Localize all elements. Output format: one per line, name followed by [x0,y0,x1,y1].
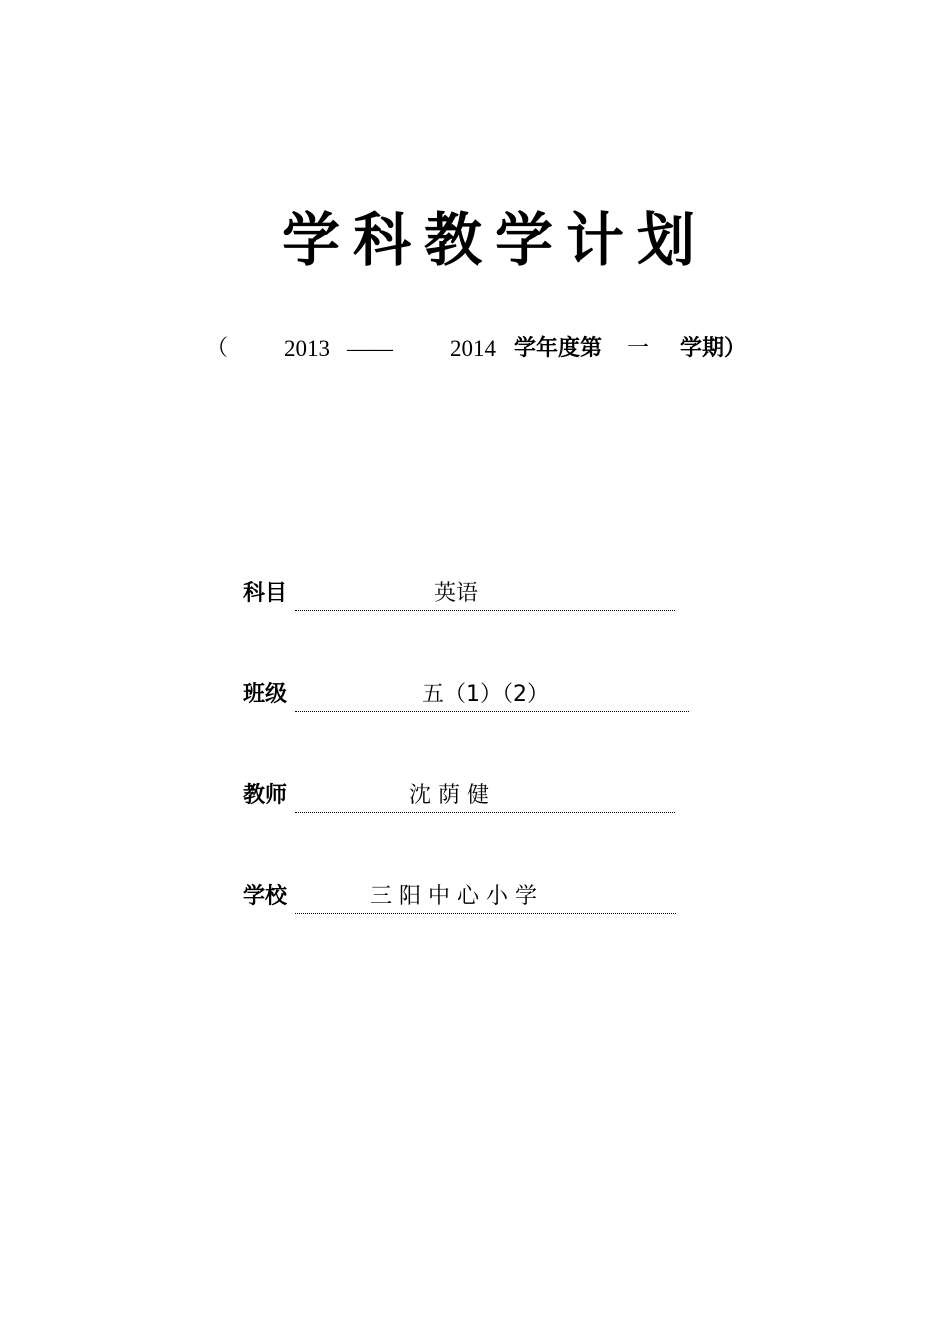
term-start-year: 2013 [284,336,330,361]
term-end-year: 2014 [450,336,496,361]
field-subject-underline [295,610,675,611]
field-teacher-underline [295,812,675,813]
term-dash: —— [347,336,393,361]
document-title: 学科教学计划 [281,206,708,274]
field-class-label: 班级 [243,682,288,707]
field-teacher-label: 教师 [243,783,288,808]
field-subject-label: 科目 [243,581,288,606]
field-school-underline [295,913,676,914]
field-teacher-value: 沈 荫 健 [409,783,489,808]
term-year-label: 学年度第 [514,336,603,361]
field-school-value: 三 阳 中 心 小 学 [370,884,537,909]
term-label: 学期） [680,336,747,361]
field-school-label: 学校 [243,884,288,909]
field-class-value: 五（1）（2） [422,682,549,707]
term-open-paren: （ [206,336,229,361]
field-subject-value: 英语 [434,581,479,606]
term-number: 一 [627,336,650,361]
field-class-underline [295,711,689,712]
